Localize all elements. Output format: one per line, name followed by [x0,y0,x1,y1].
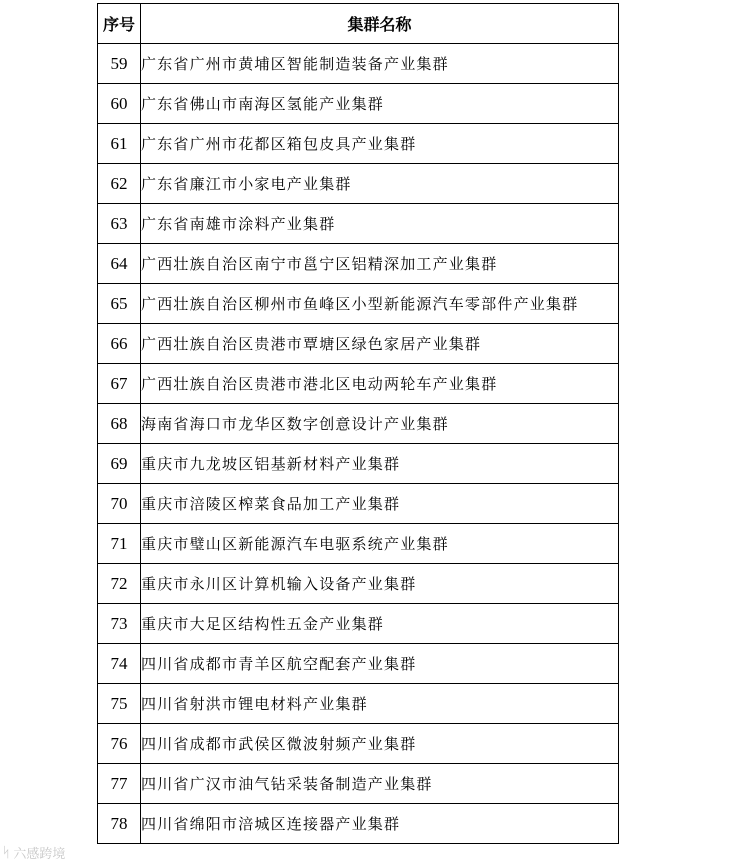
spiral-logo-icon: ᛋ [2,844,11,861]
table-row [98,84,619,124]
row-number: 64 [98,244,141,284]
row-cluster-name: 四川省射洪市锂电材料产业集群 [141,684,619,724]
row-cluster-name: 四川省广汉市油气钻采装备制造产业集群 [141,764,619,804]
table-row [98,204,619,244]
table-row [98,684,619,724]
row-cluster-name: 重庆市大足区结构性五金产业集群 [141,604,619,644]
row-cluster-name: 重庆市涪陵区榨菜食品加工产业集群 [141,484,619,524]
watermark-text: 六感跨境 [13,847,66,862]
table-row [98,244,619,284]
row-cluster-name: 海南省海口市龙华区数字创意设计产业集群 [141,404,619,444]
table-row [98,364,619,404]
row-cluster-name: 重庆市璧山区新能源汽车电驱系统产业集群 [141,524,619,564]
row-cluster-name: 广东省廉江市小家电产业集群 [141,164,619,204]
table-row [98,324,619,364]
row-number: 59 [98,44,141,84]
row-number: 61 [98,124,141,164]
table-row [98,284,619,324]
row-cluster-name: 广东省佛山市南海区氢能产业集群 [141,84,619,124]
row-cluster-name: 四川省成都市武侯区微波射频产业集群 [141,724,619,764]
row-cluster-name: 广西壮族自治区贵港市港北区电动两轮车产业集群 [141,364,619,404]
row-number: 71 [98,524,141,564]
table-row [98,404,619,444]
row-cluster-name: 广西壮族自治区南宁市邕宁区铝精深加工产业集群 [141,244,619,284]
table-row [98,524,619,564]
table-row [98,484,619,524]
row-number: 69 [98,444,141,484]
row-number: 63 [98,204,141,244]
table-body [98,44,619,844]
row-number: 70 [98,484,141,524]
row-number: 76 [98,724,141,764]
table-row [98,564,619,604]
row-cluster-name: 重庆市永川区计算机输入设备产业集群 [141,564,619,604]
row-number: 67 [98,364,141,404]
row-number: 77 [98,764,141,804]
row-cluster-name: 重庆市九龙坡区铝基新材料产业集群 [141,444,619,484]
table-header-row [98,4,619,44]
table-row [98,764,619,804]
row-number: 68 [98,404,141,444]
row-number: 78 [98,804,141,844]
row-number: 72 [98,564,141,604]
watermark [2,843,65,862]
row-number: 60 [98,84,141,124]
row-number: 66 [98,324,141,364]
table-row [98,44,619,84]
row-cluster-name: 四川省绵阳市涪城区连接器产业集群 [141,804,619,844]
table-row [98,644,619,684]
row-cluster-name: 广东省广州市黄埔区智能制造装备产业集群 [141,44,619,84]
table-row [98,804,619,844]
row-cluster-name: 四川省成都市青羊区航空配套产业集群 [141,644,619,684]
row-number: 75 [98,684,141,724]
row-cluster-name: 广东省南雄市涂料产业集群 [141,204,619,244]
table-row [98,724,619,764]
cluster-table [97,3,619,844]
table-row [98,604,619,644]
table-row [98,124,619,164]
row-number: 73 [98,604,141,644]
table-row [98,164,619,204]
row-cluster-name: 广东省广州市花都区箱包皮具产业集群 [141,124,619,164]
row-cluster-name: 广西壮族自治区柳州市鱼峰区小型新能源汽车零部件产业集群 [141,284,619,324]
row-cluster-name: 广西壮族自治区贵港市覃塘区绿色家居产业集群 [141,324,619,364]
row-number: 62 [98,164,141,204]
row-number: 74 [98,644,141,684]
header-name: 集群名称 [141,4,619,44]
header-number: 序号 [98,4,141,44]
row-number: 65 [98,284,141,324]
table-row [98,444,619,484]
